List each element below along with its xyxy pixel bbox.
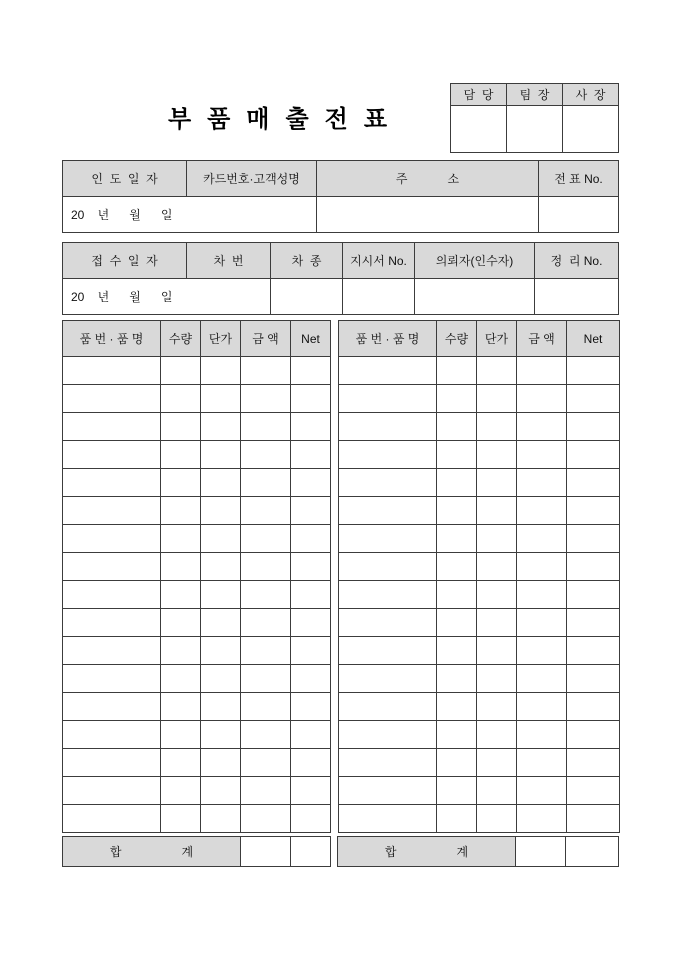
item-cell [291,665,331,693]
item-cell [567,581,620,609]
approval-table [450,83,619,153]
item-cell [291,721,331,749]
items-table-right [338,320,620,833]
item-cell [241,469,291,497]
item-cell [161,385,201,413]
approval-sign-cell-president [563,106,619,153]
item-cell [517,637,567,665]
receipt-value-row [63,279,619,315]
item-cell [517,805,567,833]
item-row [63,581,331,609]
item-cell [161,609,201,637]
item-cell [63,693,161,721]
item-cell [241,357,291,385]
item-row [63,441,331,469]
item-cell [291,553,331,581]
item-cell [291,469,331,497]
item-cell [201,665,241,693]
total-row-left [62,836,331,867]
item-cell [437,497,477,525]
item-cell [161,637,201,665]
header-delivery-date: 인 도 일 자 [63,161,187,197]
item-cell [161,693,201,721]
item-cell [63,497,161,525]
item-cell [291,777,331,805]
item-cell [161,413,201,441]
item-cell [477,441,517,469]
item-row [339,749,620,777]
item-cell [63,777,161,805]
item-cell [339,553,437,581]
item-cell [201,497,241,525]
item-row [339,693,620,721]
item-cell [437,637,477,665]
item-cell [477,525,517,553]
approval-sign-cell-manager [451,106,507,153]
header-part-left: 품 번 · 품 명 [63,321,161,357]
approval-header-row [451,84,619,106]
receipt-header-row [63,243,619,279]
item-cell [437,693,477,721]
item-cell [567,665,620,693]
item-cell [63,637,161,665]
item-cell [437,553,477,581]
header-card-customer: 카드번호·고객성명 [187,161,317,197]
item-row [339,525,620,553]
total-row-right [337,836,619,867]
item-row [63,805,331,833]
item-cell [161,357,201,385]
item-cell [291,637,331,665]
ref-no-cell [535,279,619,315]
page-title: 부 품 매 출 전 표 [167,107,393,133]
header-ref-no: 정 리 No. [535,243,619,279]
item-cell [477,637,517,665]
total-row [338,837,619,867]
item-cell [517,693,567,721]
item-cell [291,441,331,469]
item-cell [241,805,291,833]
item-cell [339,441,437,469]
item-row [339,805,620,833]
item-row [339,581,620,609]
item-cell [437,805,477,833]
item-cell [437,609,477,637]
item-cell [241,609,291,637]
item-cell [161,525,201,553]
delivery-header-row [63,161,619,197]
item-cell [201,469,241,497]
item-cell [201,525,241,553]
item-cell [161,553,201,581]
item-cell [63,413,161,441]
approval-sign-cell-team-leader [507,106,563,153]
item-row [63,749,331,777]
item-cell [201,805,241,833]
item-cell [161,665,201,693]
header-amount-right: 금 액 [517,321,567,357]
slip-no-cell [539,197,619,233]
item-row [339,777,620,805]
approval-col-president: 사 장 [563,84,619,106]
item-cell [339,693,437,721]
item-row [339,469,620,497]
item-cell [437,441,477,469]
item-cell [241,441,291,469]
item-cell [63,525,161,553]
item-cell [241,413,291,441]
item-cell [161,777,201,805]
item-cell [567,721,620,749]
item-cell [517,469,567,497]
items-header-row-left [63,321,331,357]
item-cell [241,553,291,581]
header-amount-left: 금 액 [241,321,291,357]
item-cell [291,525,331,553]
item-cell [201,441,241,469]
item-cell [201,749,241,777]
item-cell [517,525,567,553]
item-cell [339,469,437,497]
item-cell [291,749,331,777]
item-cell [63,665,161,693]
item-cell [291,413,331,441]
header-slip-no: 전 표 No. [539,161,619,197]
item-cell [477,693,517,721]
item-cell [477,413,517,441]
order-no-cell [343,279,415,315]
item-row [339,637,620,665]
item-cell [437,413,477,441]
total-net-cell-right [566,837,619,867]
item-cell [161,497,201,525]
item-cell [477,385,517,413]
item-cell [567,805,620,833]
item-cell [63,721,161,749]
item-cell [477,609,517,637]
item-cell [567,693,620,721]
item-cell [517,609,567,637]
approval-col-manager: 담 당 [451,84,507,106]
item-cell [63,805,161,833]
item-cell [477,777,517,805]
item-cell [567,413,620,441]
item-cell [201,609,241,637]
item-cell [241,385,291,413]
item-row [339,441,620,469]
item-cell [339,637,437,665]
item-cell [63,469,161,497]
items-area [62,320,620,833]
item-cell [241,777,291,805]
item-cell [477,357,517,385]
item-cell [567,777,620,805]
item-cell [517,497,567,525]
items-header-row-right [339,321,620,357]
item-cell [567,497,620,525]
item-row [63,637,331,665]
item-cell [517,721,567,749]
item-cell [437,581,477,609]
item-row [339,609,620,637]
item-cell [339,581,437,609]
item-row [63,609,331,637]
item-cell [339,609,437,637]
item-cell [201,553,241,581]
item-cell [517,413,567,441]
item-cell [477,581,517,609]
total-row [63,837,331,867]
item-cell [339,805,437,833]
total-label-right: 합 계 [338,837,516,867]
item-cell [63,749,161,777]
item-cell [201,357,241,385]
item-cell [517,777,567,805]
item-row [339,385,620,413]
item-cell [291,581,331,609]
item-row [339,665,620,693]
item-cell [241,749,291,777]
item-cell [241,637,291,665]
item-cell [517,581,567,609]
receipt-info-table [62,242,619,315]
item-cell [567,553,620,581]
item-cell [241,721,291,749]
delivery-info-table [62,160,619,233]
item-cell [517,553,567,581]
item-cell [517,441,567,469]
item-cell [201,777,241,805]
car-type-cell [271,279,343,315]
header-net-right: Net [567,321,620,357]
item-cell [517,665,567,693]
total-amount-cell-right [516,837,566,867]
item-cell [437,721,477,749]
approval-signature-row [451,106,619,153]
item-cell [567,469,620,497]
item-row [63,497,331,525]
header-net-left: Net [291,321,331,357]
header-car-type: 차 종 [271,243,343,279]
header-requester: 의뢰자(인수자) [415,243,535,279]
header-qty-left: 수량 [161,321,201,357]
item-cell [517,385,567,413]
item-cell [339,749,437,777]
item-cell [161,749,201,777]
item-cell [437,525,477,553]
item-cell [291,693,331,721]
item-cell [477,749,517,777]
item-cell [63,553,161,581]
item-cell [291,385,331,413]
item-cell [339,497,437,525]
item-cell [339,385,437,413]
item-row [63,553,331,581]
header-address: 주 소 [317,161,539,197]
total-net-cell-left [291,837,331,867]
item-row [63,721,331,749]
item-cell [567,385,620,413]
header-order-no: 지시서 No. [343,243,415,279]
item-row [339,357,620,385]
item-cell [201,385,241,413]
item-row [63,777,331,805]
item-row [339,553,620,581]
item-cell [517,749,567,777]
item-cell [291,609,331,637]
item-cell [63,609,161,637]
item-cell [567,609,620,637]
item-cell [567,749,620,777]
item-cell [517,357,567,385]
item-cell [161,805,201,833]
item-cell [477,721,517,749]
item-cell [437,749,477,777]
item-cell [201,637,241,665]
item-cell [339,525,437,553]
header-part-right: 품 번 · 품 명 [339,321,437,357]
item-cell [339,777,437,805]
item-cell [161,441,201,469]
item-cell [291,357,331,385]
item-cell [567,637,620,665]
header-qty-right: 수량 [437,321,477,357]
item-row [339,497,620,525]
approval-col-team-leader: 팀 장 [507,84,563,106]
item-cell [291,497,331,525]
item-cell [477,665,517,693]
item-row [63,693,331,721]
item-cell [201,721,241,749]
item-row [339,721,620,749]
item-cell [477,553,517,581]
item-cell [63,441,161,469]
total-label-left: 합 계 [63,837,241,867]
item-cell [63,581,161,609]
item-cell [201,693,241,721]
item-cell [437,385,477,413]
item-row [63,385,331,413]
item-cell [201,581,241,609]
item-cell [161,581,201,609]
item-cell [437,357,477,385]
item-cell [241,693,291,721]
item-cell [201,413,241,441]
address-cell [317,197,539,233]
item-cell [567,525,620,553]
item-cell [477,805,517,833]
header-receipt-date: 접 수 일 자 [63,243,187,279]
item-cell [477,469,517,497]
item-cell [339,413,437,441]
item-cell [339,665,437,693]
item-cell [241,665,291,693]
item-cell [437,469,477,497]
total-amount-cell-left [241,837,291,867]
item-cell [161,721,201,749]
receipt-date-cell: 20 년 월 일 [63,279,271,315]
header-unit-price-right: 단가 [477,321,517,357]
item-cell [241,581,291,609]
item-cell [339,721,437,749]
item-row [339,413,620,441]
requester-cell [415,279,535,315]
delivery-value-row [63,197,619,233]
item-cell [161,469,201,497]
item-row [63,525,331,553]
delivery-date-cell: 20 년 월 일 [63,197,317,233]
item-cell [339,357,437,385]
item-cell [241,497,291,525]
item-cell [437,777,477,805]
item-row [63,469,331,497]
item-cell [241,525,291,553]
item-cell [63,385,161,413]
item-cell [291,805,331,833]
item-row [63,413,331,441]
item-row [63,357,331,385]
header-car-no: 차 번 [187,243,271,279]
items-table-left [62,320,331,833]
item-cell [567,441,620,469]
header-unit-price-left: 단가 [201,321,241,357]
item-cell [437,665,477,693]
item-cell [477,497,517,525]
item-row [63,665,331,693]
item-cell [567,357,620,385]
item-cell [63,357,161,385]
